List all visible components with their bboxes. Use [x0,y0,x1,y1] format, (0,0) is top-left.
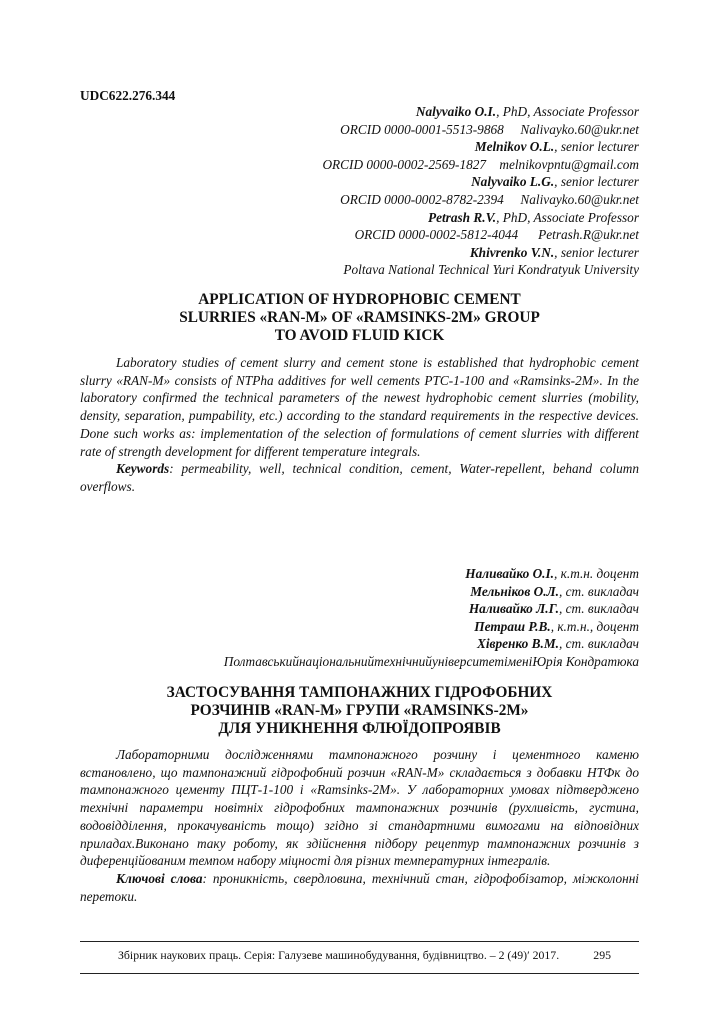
author-name: Khivrenko V.N. [469,244,555,260]
keywords [80,460,639,495]
title-line: APPLICATION OF HYDROPHOBIC CEMENT [198,291,521,308]
email: Petrash.R@ukr.net [538,227,639,243]
author-line [224,600,639,618]
author-contact [322,121,639,139]
keywords [80,870,639,905]
keywords-label: Ключові слова [116,870,203,886]
email: Nalivayko.60@ukr.net [520,121,639,137]
author-name: Наливайко Л.Г. [468,601,559,617]
author-line [322,244,639,262]
email: Nalivayko.60@ukr.net [520,191,639,207]
author-name: Petrash R.V. [427,209,497,225]
orcid: ORCID 0000-0002-8782-2394 [340,191,504,207]
author-role: , ст. викладач [558,583,639,599]
affiliation: ПолтавськийнаціональнийтехнічнийуніверситетіменіЮрія Кондратюка [223,653,639,669]
author-name: Хівренко В.М. [476,636,559,652]
footer-rule-top [80,941,639,942]
abstract-en [80,354,639,496]
author-line [224,565,639,583]
title-en [80,291,639,345]
footer-rule-bottom [80,973,639,974]
author-line [224,618,639,636]
title-line: TO AVOID FLUID KICK [274,327,445,344]
authors-ua [224,565,639,671]
abstract-text: Laboratory studies of cement slurry and cement stone is established that hydrophobic cement slurry «RAN-M» consists of NTPha additives for well cements PTC-1-100 and «Ramsinks-2M». In the laboratory confirmed the technical parameters of the newest hydrophobic cement slurries (mobility, density, separation, pumpability, etc.) according to the standard requirements in the respective devices. Done such works as: implementation of the selection of formulations of cement slurries with different rate of strength development for different temperature integrals. [80,355,639,459]
orcid: ORCID 0000-0001-5513-9868 [340,121,504,137]
author-name: Мельніков О.Л. [470,583,559,599]
page-number: 295 [593,948,611,962]
author-role: , к.т.н., доцент [550,618,639,634]
author-name: Nalyvaiko L.G. [471,174,555,190]
keywords-list: : permeability, well, technical condition, cement, Water-repellent, behand column overflows. [80,461,639,494]
author-role: , PhD, Associate Professor [496,209,639,225]
title-line: ЗАСТОСУВАННЯ ТАМПОНАЖНИХ ГІДРОФОБНИХ [166,684,553,701]
author-role: , ст. викладач [558,636,639,652]
udc-code: UDC622.276.344 [80,88,176,103]
author-line [322,138,639,156]
author-role: , senior lecturer [554,244,639,260]
author-role: , ст. викладач [558,601,639,617]
author-name: Melnikov O.L. [474,139,555,155]
abstract-text: Лабораторними дослідженнями тампонажного розчину і цементного каменю встановлено, що тампонажний гідрофобний розчин «RAN-M» складається з добавки НТФк до тампонажного цементу ПЦТ-1-100 і «Ramsinks-2M». У лабораторних умовах підтверджено технічні параметри новітніх гідрофобних тампонажних розчинів (рухливість, густина, водовідділення, прокачуваність тощо) згідно зі стандартними вимогами на відповідних приладах.Виконано таку роботу, як здійснення підбору рецептур тампонажних розчинів з диференційованим темпом набору міцності для різних температурних інтегралів. [80,747,639,869]
author-role: , к.т.н. доцент [554,566,639,581]
keywords-list: : проникність, свердловина, технічний стан, гідрофобізатор, міжколонні перетоки. [80,870,640,904]
author-line [322,209,639,227]
abstract-ua [80,746,639,905]
email: melnikovpntu@gmail.com [499,156,639,172]
author-contact [322,156,639,174]
author-line [224,583,639,601]
orcid: ORCID 0000-0002-5812-4044 [354,227,519,243]
author-role: , PhD, Associate Professor [496,104,639,119]
authors-en [322,103,639,279]
journal-citation: Збірник наукових праць. Серія: Галузеве машинобудування, будівництво. – 2 (49)′ 2017. [118,948,560,962]
author-line [322,103,639,121]
title-line: ДЛЯ УНИКНЕННЯ ФЛЮЇДОПРОЯВІВ [218,720,501,737]
keywords-label: Keywords [116,461,170,477]
author-name: Петраш Р.В. [474,618,551,634]
author-line [322,173,639,191]
author-role: , senior lecturer [554,139,639,155]
affiliation: Poltava National Technical Yuri Kondratyuk University [343,262,639,278]
author-contact [322,191,639,209]
author-name: Nalyvaiko O.I. [415,104,497,119]
orcid: ORCID 0000-0002-2569-1827 [322,156,487,172]
author-role: , senior lecturer [554,174,639,190]
title-ua [80,684,639,738]
author-line [224,635,639,653]
title-line: РОЗЧИНІВ «RAN-M» ГРУПИ «RAMSINKS-2M» [190,702,529,719]
title-line: SLURRIES «RAN-M» OF «RAMSINKS-2M» GROUP [179,309,540,326]
author-contact [322,226,639,244]
author-name: Наливайко О.І. [465,566,555,581]
